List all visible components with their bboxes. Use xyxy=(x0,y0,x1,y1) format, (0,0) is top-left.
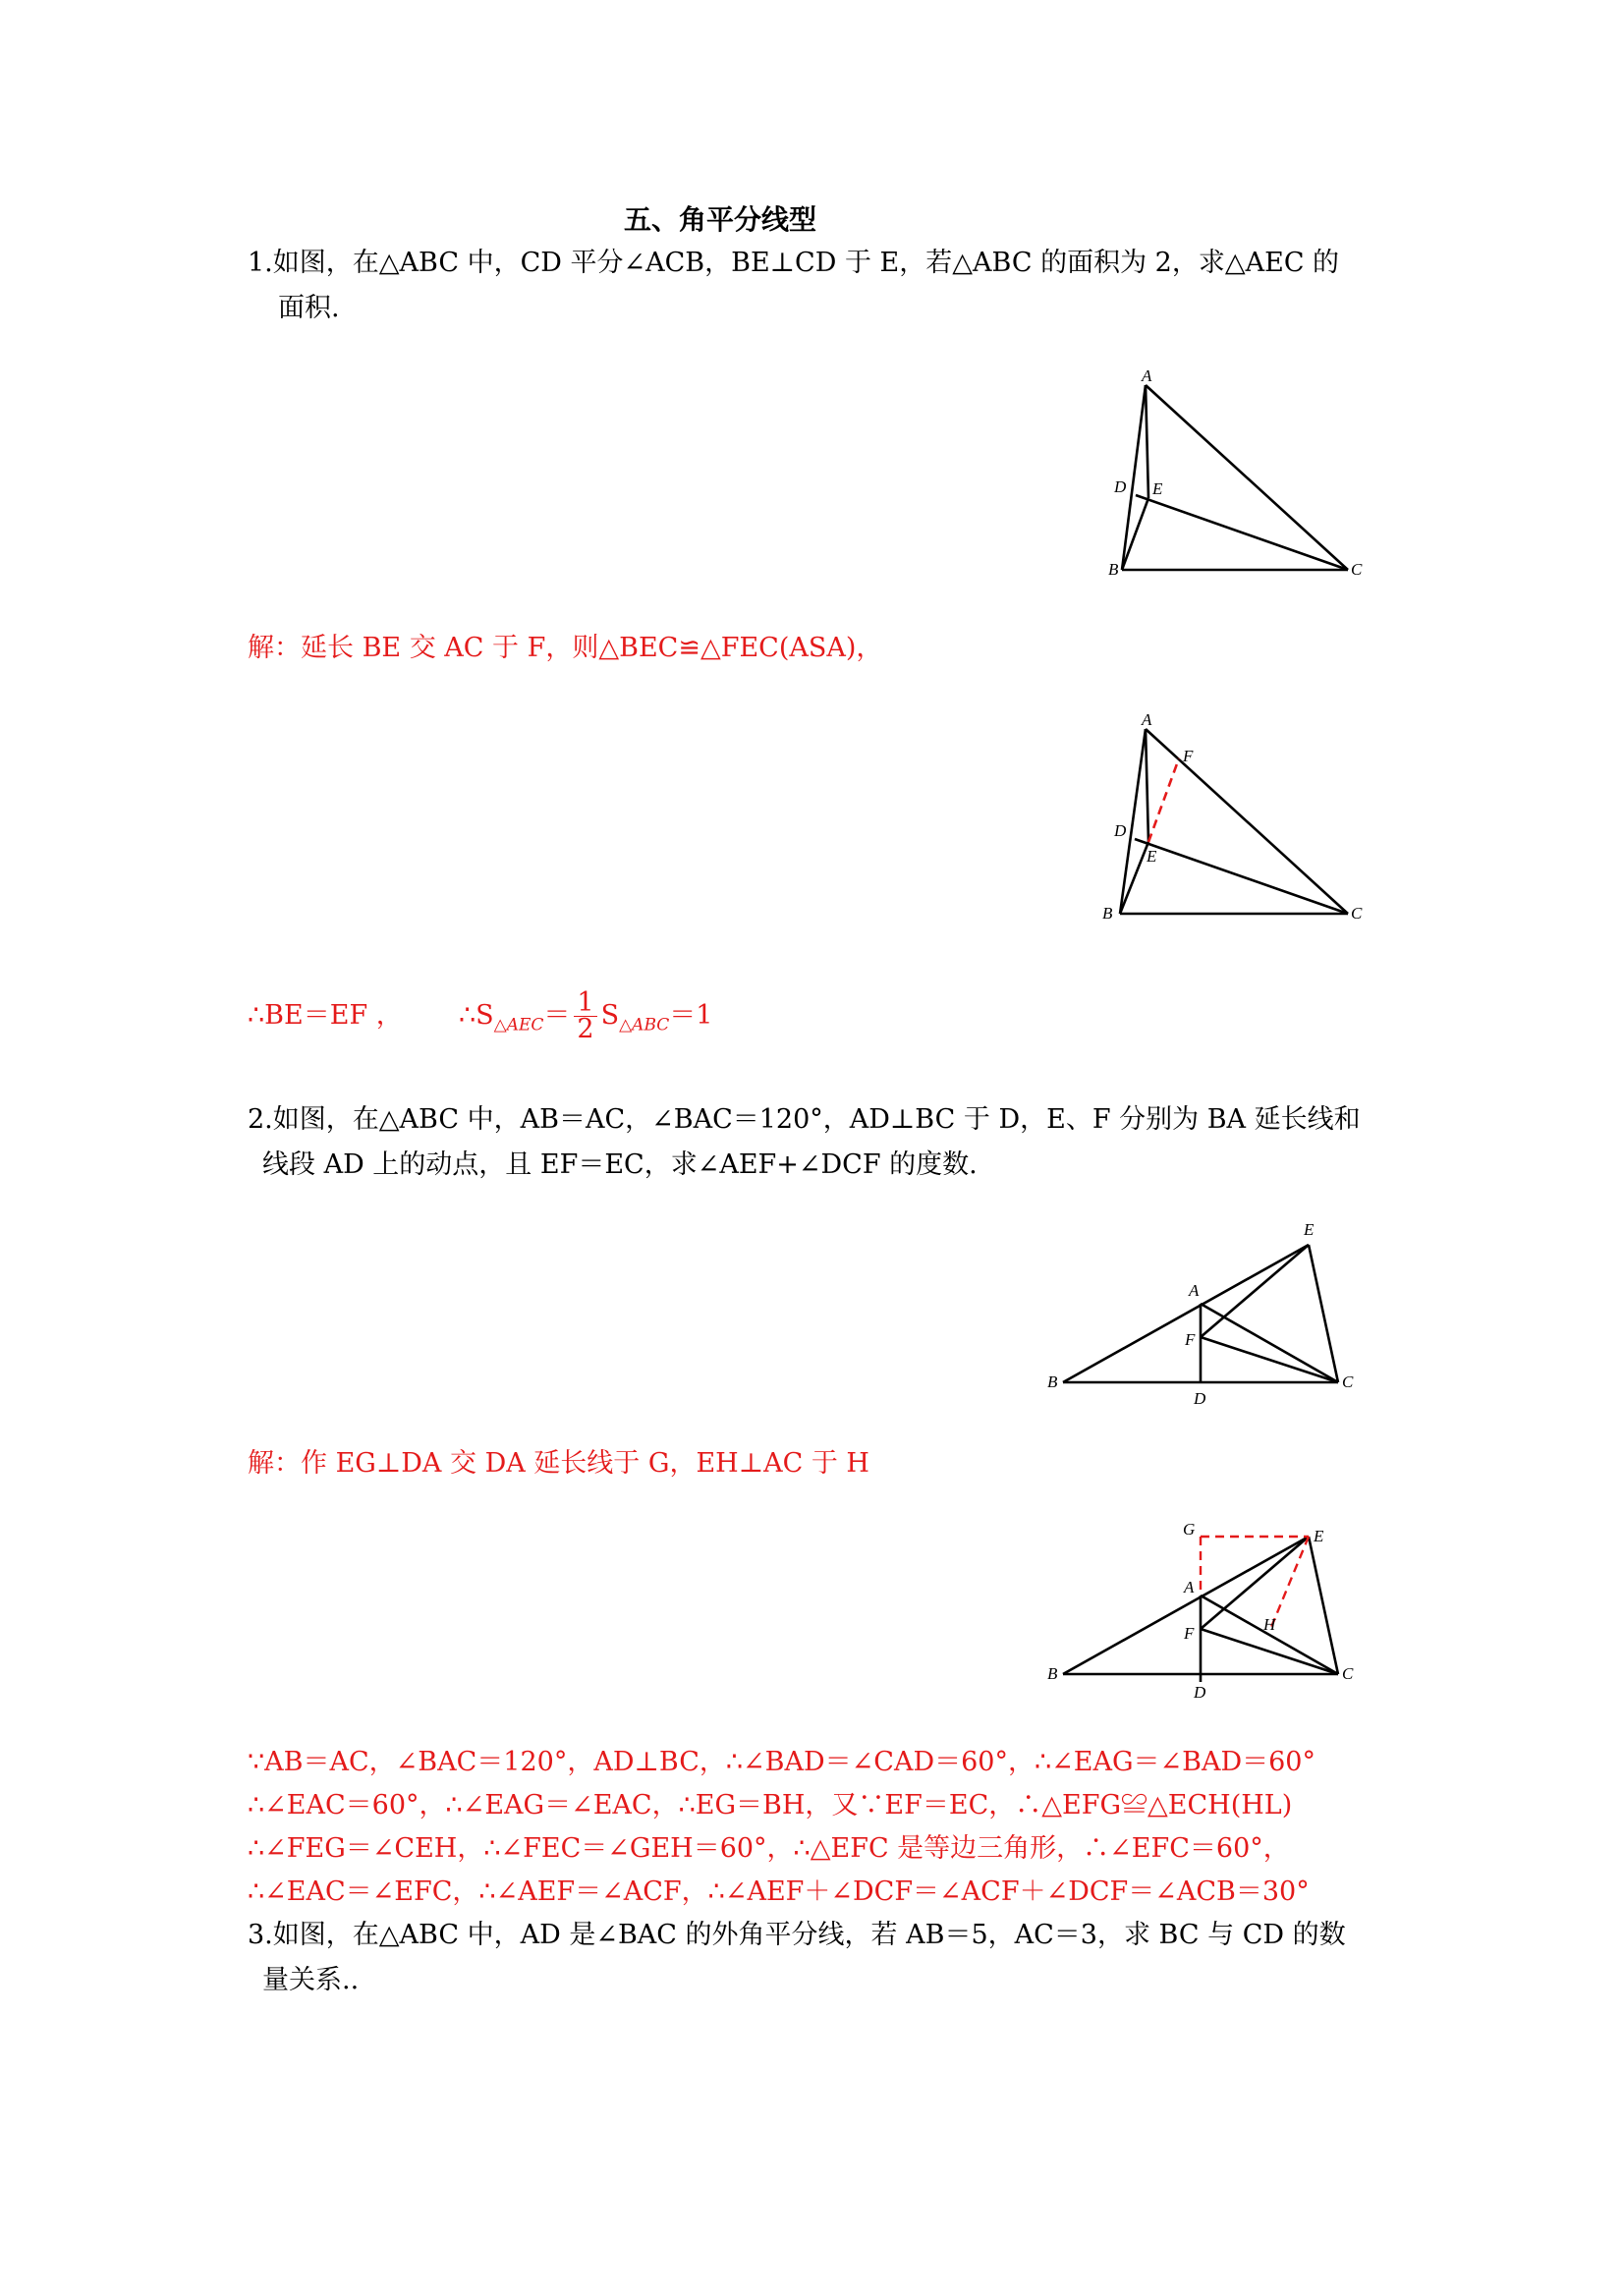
fig4-label-a: A xyxy=(1184,1578,1195,1596)
fig3-label-a: A xyxy=(1189,1281,1200,1300)
fig4-label-b: B xyxy=(1047,1664,1058,1683)
solution-1-equals: ＝ xyxy=(543,1000,571,1031)
fig2-label-d: D xyxy=(1114,821,1127,840)
solution-2-line-2: ∵AB＝AC，∠BAC＝120°，AD⊥BC，∴∠BAD＝∠CAD＝60°，∴∠EAG＝∠BAD＝60° xyxy=(248,1747,1315,1777)
solution-1-area-s: ∴S xyxy=(458,1000,494,1031)
solution-1-line-2 xyxy=(248,987,713,1046)
solution-2-line-4: ∴∠FEG＝∠CEH，∴∠FEC＝∠GEH＝60°，∴△EFC 是等边三角形，∴∠EFC＝60°， xyxy=(248,1833,1290,1864)
solution-2-line-5: ∴∠EAC＝∠EFC，∴∠AEF＝∠ACF，∴∠AEF＋∠DCF＝∠ACF＋∠DCF＝∠ACB＝30° xyxy=(248,1876,1310,1907)
fig3-label-f: F xyxy=(1185,1330,1196,1349)
solution-1-area-sub-abc: △ABC xyxy=(619,1015,670,1036)
fig1-line-ae xyxy=(1146,385,1148,498)
problem-2-line-2: 线段 AD 上的动点，且 EF＝EC，求∠AEF+∠DCF 的度数. xyxy=(262,1149,978,1180)
solution-2-line-3: ∴∠EAC＝60°，∴∠EAG＝∠EAC，∴EG＝BH，又∵EF＝EC，∴△EFG≌△ECH(HL) xyxy=(248,1790,1293,1820)
fig2-label-f: F xyxy=(1183,747,1194,765)
figure-3 xyxy=(1041,1213,1356,1410)
problem-1-line-1: 1.如图，在△ABC 中，CD 平分∠ACB，BE⊥CD 于 E，若△ABC 的面积为 2，求△AEC 的 xyxy=(248,248,1340,278)
fig3-line-ec xyxy=(1309,1245,1338,1382)
solution-1-area-sub-aec: △AEC xyxy=(493,1015,544,1036)
problem-1-line-2: 面积. xyxy=(278,293,340,323)
fig4-label-d: D xyxy=(1194,1683,1206,1702)
fig4-label-g: G xyxy=(1183,1520,1196,1539)
solution-1-be-ef: ∴BE＝EF ， xyxy=(248,1000,403,1031)
fig2-aux-line-ef xyxy=(1148,758,1179,842)
solution-1-fraction xyxy=(574,987,596,1044)
fig3-label-b: B xyxy=(1047,1372,1058,1391)
fraction-denominator: 2 xyxy=(577,1014,594,1044)
figure-1 xyxy=(1091,364,1375,589)
fig3-line-fe xyxy=(1201,1245,1309,1337)
fig3-label-d: D xyxy=(1194,1389,1206,1408)
solution-1-result: ＝1 xyxy=(669,1000,713,1031)
fig1-label-d: D xyxy=(1114,477,1127,496)
fig2-label-a: A xyxy=(1142,710,1152,729)
fig1-label-c: C xyxy=(1351,560,1363,579)
fig1-label-a: A xyxy=(1142,366,1152,385)
fig4-label-e: E xyxy=(1314,1527,1324,1545)
fig2-line-cd xyxy=(1135,839,1348,914)
problem-2-line-1: 2.如图，在△ABC 中，AB＝AC，∠BAC＝120°，AD⊥BC 于 D，E、F 分别为 BA 延长线和 xyxy=(248,1104,1361,1135)
fig1-line-cd xyxy=(1136,495,1348,570)
fig3-label-e: E xyxy=(1304,1220,1315,1239)
fig2-label-e: E xyxy=(1147,847,1157,866)
fig1-line-ac xyxy=(1146,385,1348,570)
fig2-label-c: C xyxy=(1351,904,1363,923)
figure-4 xyxy=(1041,1513,1356,1709)
fig2-line-ac xyxy=(1146,729,1348,914)
fig2-label-b: B xyxy=(1102,904,1113,923)
problem-3-line-1: 3.如图，在△ABC 中，AD 是∠BAC 的外角平分线，若 AB＝5，AC＝3，求 BC 与 CD 的数 xyxy=(248,1920,1346,1950)
fig1-label-e: E xyxy=(1152,479,1163,498)
fig4-label-h: H xyxy=(1263,1615,1276,1634)
fig4-label-c: C xyxy=(1342,1664,1354,1683)
section-title: 五、角平分线型 xyxy=(624,203,817,236)
figure-2 xyxy=(1091,707,1375,933)
solution-1-area-s2: S xyxy=(600,1000,620,1031)
solution-1-line-1: 解：延长 BE 交 AC 于 F，则△BEC≌△FEC(ASA)， xyxy=(248,633,883,663)
fig3-label-c: C xyxy=(1342,1372,1354,1391)
solution-2-line-1: 解：作 EG⊥DA 交 DA 延长线于 G，EH⊥AC 于 H xyxy=(248,1448,869,1479)
fig4-label-f: F xyxy=(1184,1624,1195,1643)
problem-3-line-2: 量关系.. xyxy=(262,1965,360,1995)
fig4-line-ec xyxy=(1309,1537,1338,1674)
fig4-line-fe xyxy=(1201,1537,1309,1629)
fig1-label-b: B xyxy=(1108,560,1119,579)
fraction-numerator: 1 xyxy=(574,990,596,1017)
fig2-line-ae xyxy=(1146,729,1148,842)
